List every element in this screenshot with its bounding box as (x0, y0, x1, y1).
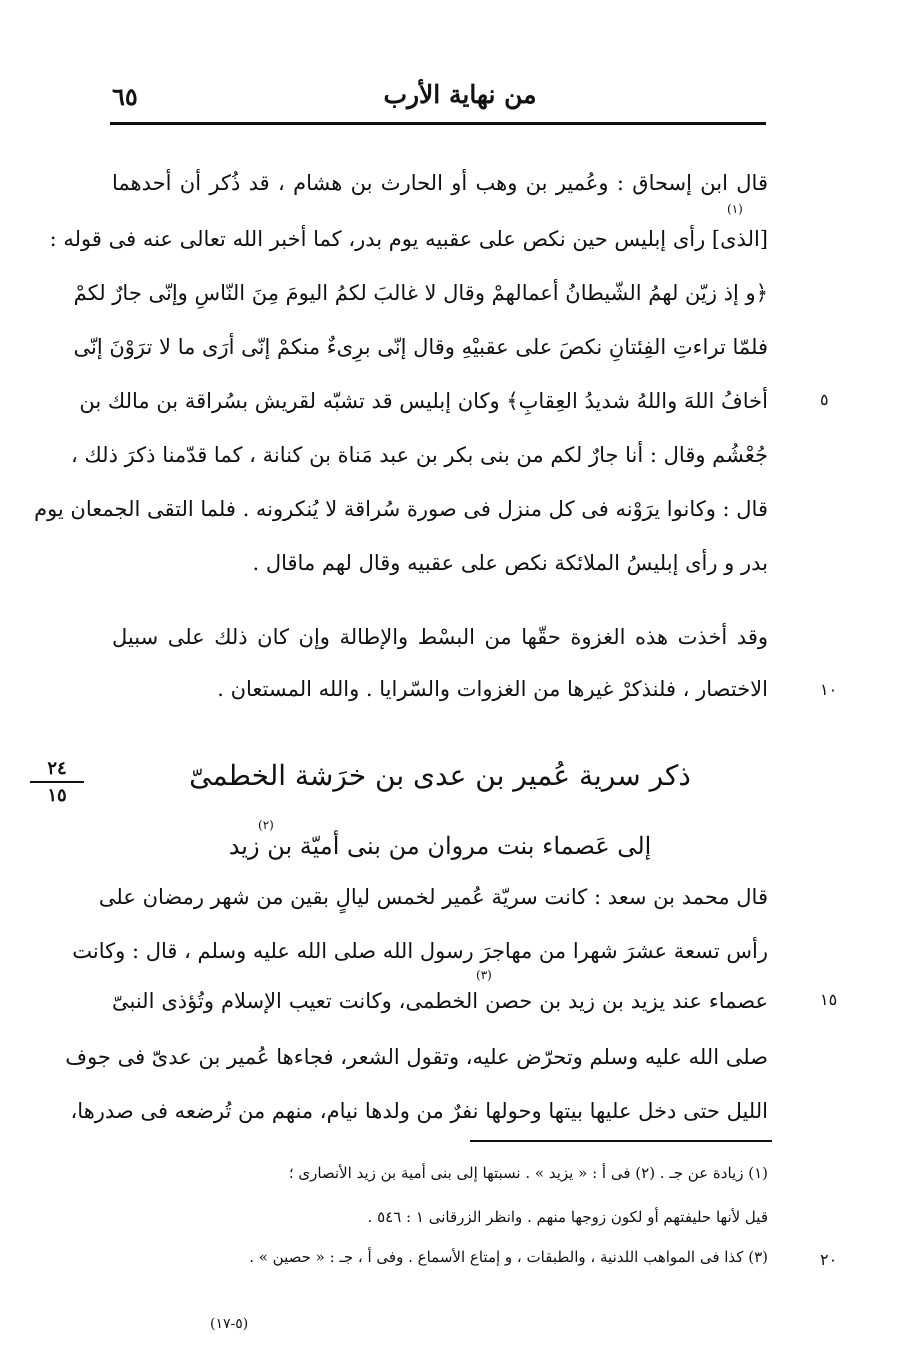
header-rule (110, 122, 766, 125)
margin-reference (30, 758, 84, 806)
margin-line-number: ١٠ (820, 680, 838, 699)
footnote-marker: (٣) (476, 968, 492, 982)
margin-reference-rule (30, 781, 84, 783)
body-line: عصماء عند يزيد بن زيد بن حصن الخطمى، وكانت تعيب الإسلام وتُؤذى النبىّ (112, 989, 768, 1013)
footnote-line: قيل لأنها حليفتهم أو لكون زوجها منهم . وانظر الزرقانى ١ : ٥٤٦ . (367, 1208, 768, 1226)
body-line: قال ابن إسحاق : وعُمير بن وهب أو الحارث بن هشام ، قد ذُكر أن أحدهما (112, 171, 768, 195)
quran-verse-line: ﴿و إذ زيّن لهمُ الشّيطانُ أعمالهمْ وقال لا غالبَ لكمُ اليومَ مِنَ النّاسِ وإنّى جارٌ لكمْ (73, 281, 768, 305)
body-line: قال : وكانوا يرَوْنه فى كل منزل فى صورة سُراقة لا يُنكرونه . فلما التقى الجمعان يوم (34, 497, 768, 521)
footnote-line: (١) زيادة عن جـ . (٢) فى أ : « يزيد » . نسبتها إلى بنى أمية بن زيد الأنصارى ؛ (288, 1164, 768, 1182)
body-line: بدر و رأى إبليسُ الملائكة نكص على عقبيه وقال لهم ماقال . (252, 551, 768, 575)
margin-reference-bottom: ١٥ (47, 785, 67, 806)
body-line: أخافُ اللهَ واللهُ شديدُ العِقابِ﴾ وكان إبليس قد تشبّه لقريش بسُراقة بن مالك بن (79, 389, 768, 413)
margin-line-number: ٢٠ (820, 1250, 838, 1269)
quran-verse-line: فلمّا تراءتِ الفِئتانِ نكصَ على عقبيْهِ وقال إنّى برِىءٌ منكمْ إنّى أرَى ما لا ترَوْنَ إنّى (73, 335, 768, 359)
margin-reference-top: ٢٤ (47, 758, 67, 779)
footnote-rule (470, 1140, 772, 1142)
footnote-marker: (٢) (258, 818, 274, 832)
page-number: ٦٥ (112, 82, 138, 111)
footnote-line: (٣) كذا فى المواهب اللدنية ، والطبقات ، و إمتاع الأسماع . وفى أ ، جـ : « حصين » . (249, 1248, 768, 1266)
section-title: ذكر سرية عُمير بن عدى بن خرَشة الخطمىّ (189, 759, 691, 792)
margin-line-number: ٥ (820, 390, 829, 409)
printer-signature: (٥-١٧) (210, 1316, 249, 1332)
body-line: [الذى] رأى إبليس حين نكص على عقبيه يوم بدر، كما أخبر الله تعالى عنه فى قوله : (49, 227, 768, 251)
body-line: جُعْشُم وقال : أنا جارٌ لكم من بنى بكر بن عبد مَناة بن كنانة ، كما قدّمنا ذكرَ ذلك ، (71, 443, 768, 467)
body-line: صلى الله عليه وسلم وتحرّض عليه، وتقول الشعر، فجاءها عُمير بن عدىّ فى جوف (65, 1045, 768, 1069)
section-subtitle: إلى عَصماء بنت مروان من بنى أميّة بن زيد (228, 832, 652, 860)
margin-line-number: ١٥ (820, 990, 838, 1009)
body-line: الليل حتى دخل عليها بيتها وحولها نفرٌ من ولدها نيام، منهم من تُرضعه فى صدرها، (70, 1099, 768, 1123)
running-title: من نهاية الأرب (383, 80, 537, 109)
body-line: قال محمد بن سعد : كانت سريّة عُمير لخمس ليالٍ بقين من شهر رمضان على (98, 885, 768, 909)
body-line: الاختصار ، فلنذكرْ غيرها من الغزوات والسّرايا . والله المستعان . (217, 677, 768, 701)
body-line: رأس تسعة عشرَ شهرا من مهاجرَ رسول الله صلى الله عليه وسلم ، قال : وكانت (72, 939, 768, 963)
body-line: وقد أخذت هذه الغزوة حقّها من البسْط والإطالة وإن كان ذلك على سبيل (112, 625, 768, 649)
footnote-marker: (١) (727, 202, 743, 216)
